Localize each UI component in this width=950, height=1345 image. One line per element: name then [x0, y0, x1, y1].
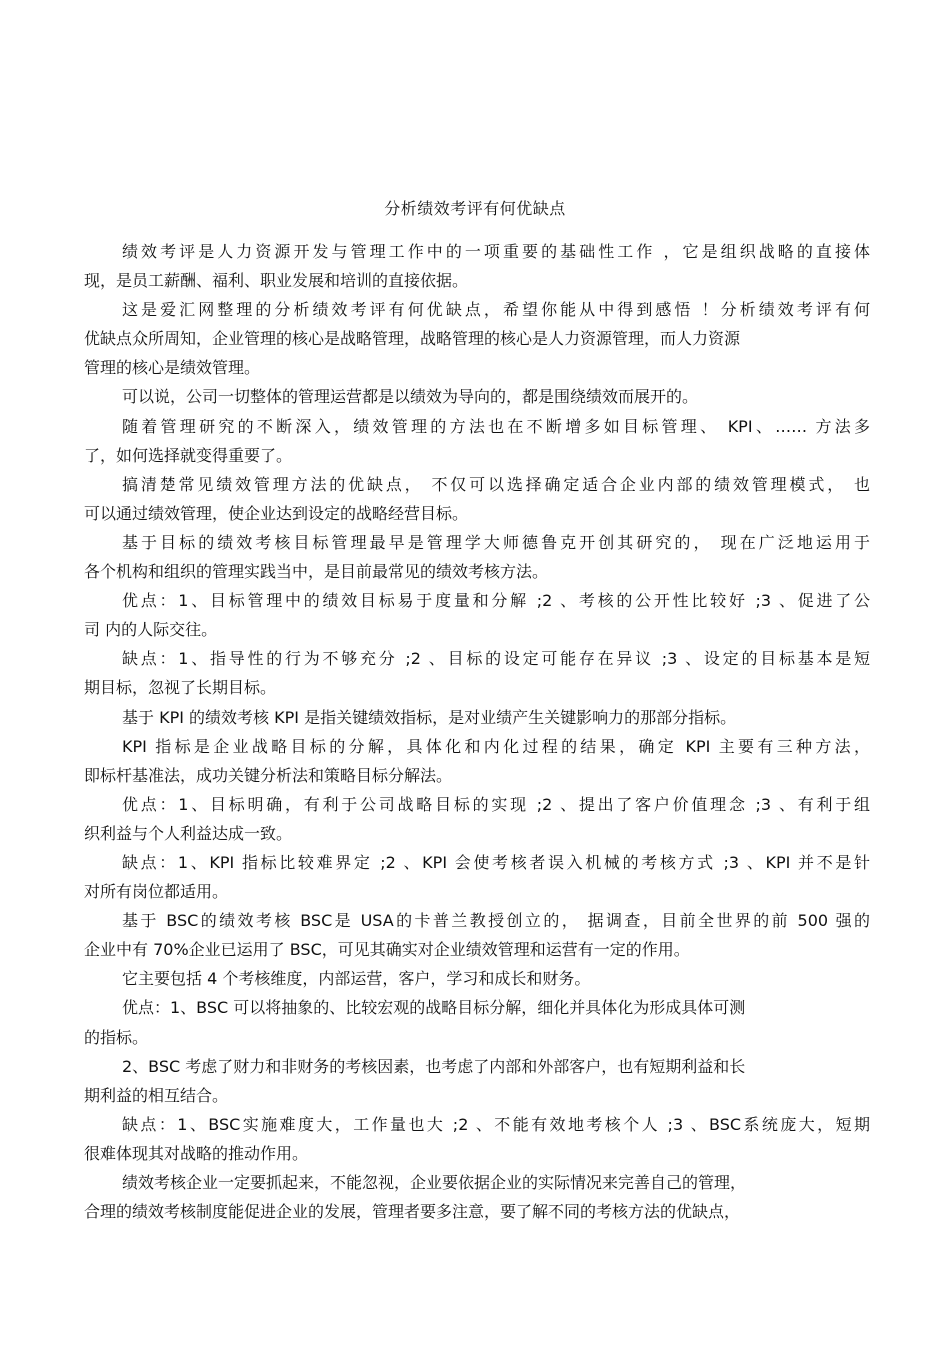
- body-line: KPI 指标是企业战略目标的分解，具体化和内化过程的结果，确定 KPI 主要有三种方法，: [122, 736, 870, 756]
- body-line: 现，是员工薪酬、福利、职业发展和培训的直接依据。: [84, 271, 469, 291]
- body-line: 管理的核心是绩效管理。: [84, 358, 261, 378]
- body-line: 合理的绩效考核制度能促进企业的发展，管理者要多注意，要了解不同的考核方法的优缺点，: [84, 1202, 741, 1222]
- body-line: 基于目标的绩效考核目标管理最早是管理学大师德鲁克开创其研究的， 现在广泛地运用于: [122, 532, 870, 552]
- body-line: 企业中有 70%企业已运用了 BSC，可见其确实对企业绩效管理和运营有一定的作用。: [84, 940, 690, 960]
- body-line: 2、BSC 考虑了财力和非财务的考核因素，也考虑了内部和外部客户，也有短期利益和长: [122, 1056, 746, 1076]
- body-line: 很难体现其对战略的推动作用。: [84, 1143, 309, 1163]
- body-line: 优点：1、BSC 可以将抽象的、比较宏观的战略目标分解，细化并具体化为形成具体可测: [122, 998, 746, 1018]
- body-line: 织利益与个人利益达成一致。: [84, 823, 293, 843]
- body-line: 这是爱汇网整理的分析绩效考评有何优缺点，希望你能从中得到感悟 ！分析绩效考评有何: [122, 300, 870, 320]
- body-line: 绩效考评是人力资源开发与管理工作中的一项重要的基础性工作 ，它是组织战略的直接体: [122, 242, 870, 261]
- body-line: 基于 KPI 的绩效考核 KPI 是指关键绩效指标，是对业绩产生关键影响力的那部分指标。: [122, 707, 737, 727]
- body-line: 期利益的相互结合。: [84, 1085, 229, 1105]
- body-line: 对所有岗位都适用。: [84, 882, 229, 902]
- document-body: [84, 237, 870, 1226]
- body-line: 期目标，忽视了长期目标。: [84, 678, 277, 698]
- body-line: 可以通过绩效管理，使企业达到设定的战略经营目标。: [84, 503, 469, 523]
- body-line: 即标杆基准法，成功关键分析法和策略目标分解法。: [84, 765, 453, 785]
- document-title: 分析绩效考评有何优缺点: [384, 199, 566, 218]
- body-line: 绩效考核企业一定要抓起来，不能忽视，企业要依据企业的实际情况来完善自己的管理，: [122, 1173, 747, 1192]
- body-line: 优点：1、目标明确，有利于公司战略目标的实现 ;2 、提出了客户价值理念 ;3 、有利于组: [122, 794, 870, 814]
- body-line: 随着管理研究的不断深入，绩效管理的方法也在不断增多如目标管理、 KPI、…… 方法多: [122, 416, 870, 436]
- body-line: 可以说，公司一切整体的管理运营都是以绩效为导向的，都是围绕绩效而展开的。: [122, 387, 699, 407]
- body-line: 搞清楚常见绩效管理方法的优缺点， 不仅可以选择确定适合企业内部的绩效管理模式， 也: [122, 474, 870, 494]
- body-line: 司 内的人际交往。: [84, 620, 218, 640]
- body-line: 各个机构和组织的管理实践当中，是目前最常见的绩效考核方法。: [84, 562, 549, 582]
- body-line: 它主要包括 4 个考核维度，内部运营，客户，学习和成长和财务。: [122, 969, 591, 989]
- body-line: 的指标。: [84, 1027, 149, 1047]
- body-line: 基于 BSC的绩效考核 BSC是 USA的卡普兰教授创立的， 据调查，目前全世界的前 500 强的: [122, 911, 870, 931]
- body-line: 缺点：1、BSC实施难度大，工作量也大 ;2 、不能有效地考核个人 ;3 、BSC系统庞大，短期: [122, 1114, 870, 1134]
- body-line: 优点：1、目标管理中的绩效目标易于度量和分解 ;2 、考核的公开性比较好 ;3 、促进了公: [122, 591, 870, 611]
- body-line: 了，如何选择就变得重要了。: [84, 445, 293, 465]
- body-line: 优缺点众所周知，企业管理的核心是战略管理，战略管理的核心是人力资源管理，而人力资源: [84, 329, 741, 349]
- body-line: 缺点：1、KPI 指标比较难界定 ;2 、KPI 会使考核者误入机械的考核方式 ;3 、KPI 并不是针: [122, 852, 870, 872]
- body-line: 缺点：1、指导性的行为不够充分 ;2 、目标的设定可能存在异议 ;3 、设定的目标基本是短: [122, 649, 870, 669]
